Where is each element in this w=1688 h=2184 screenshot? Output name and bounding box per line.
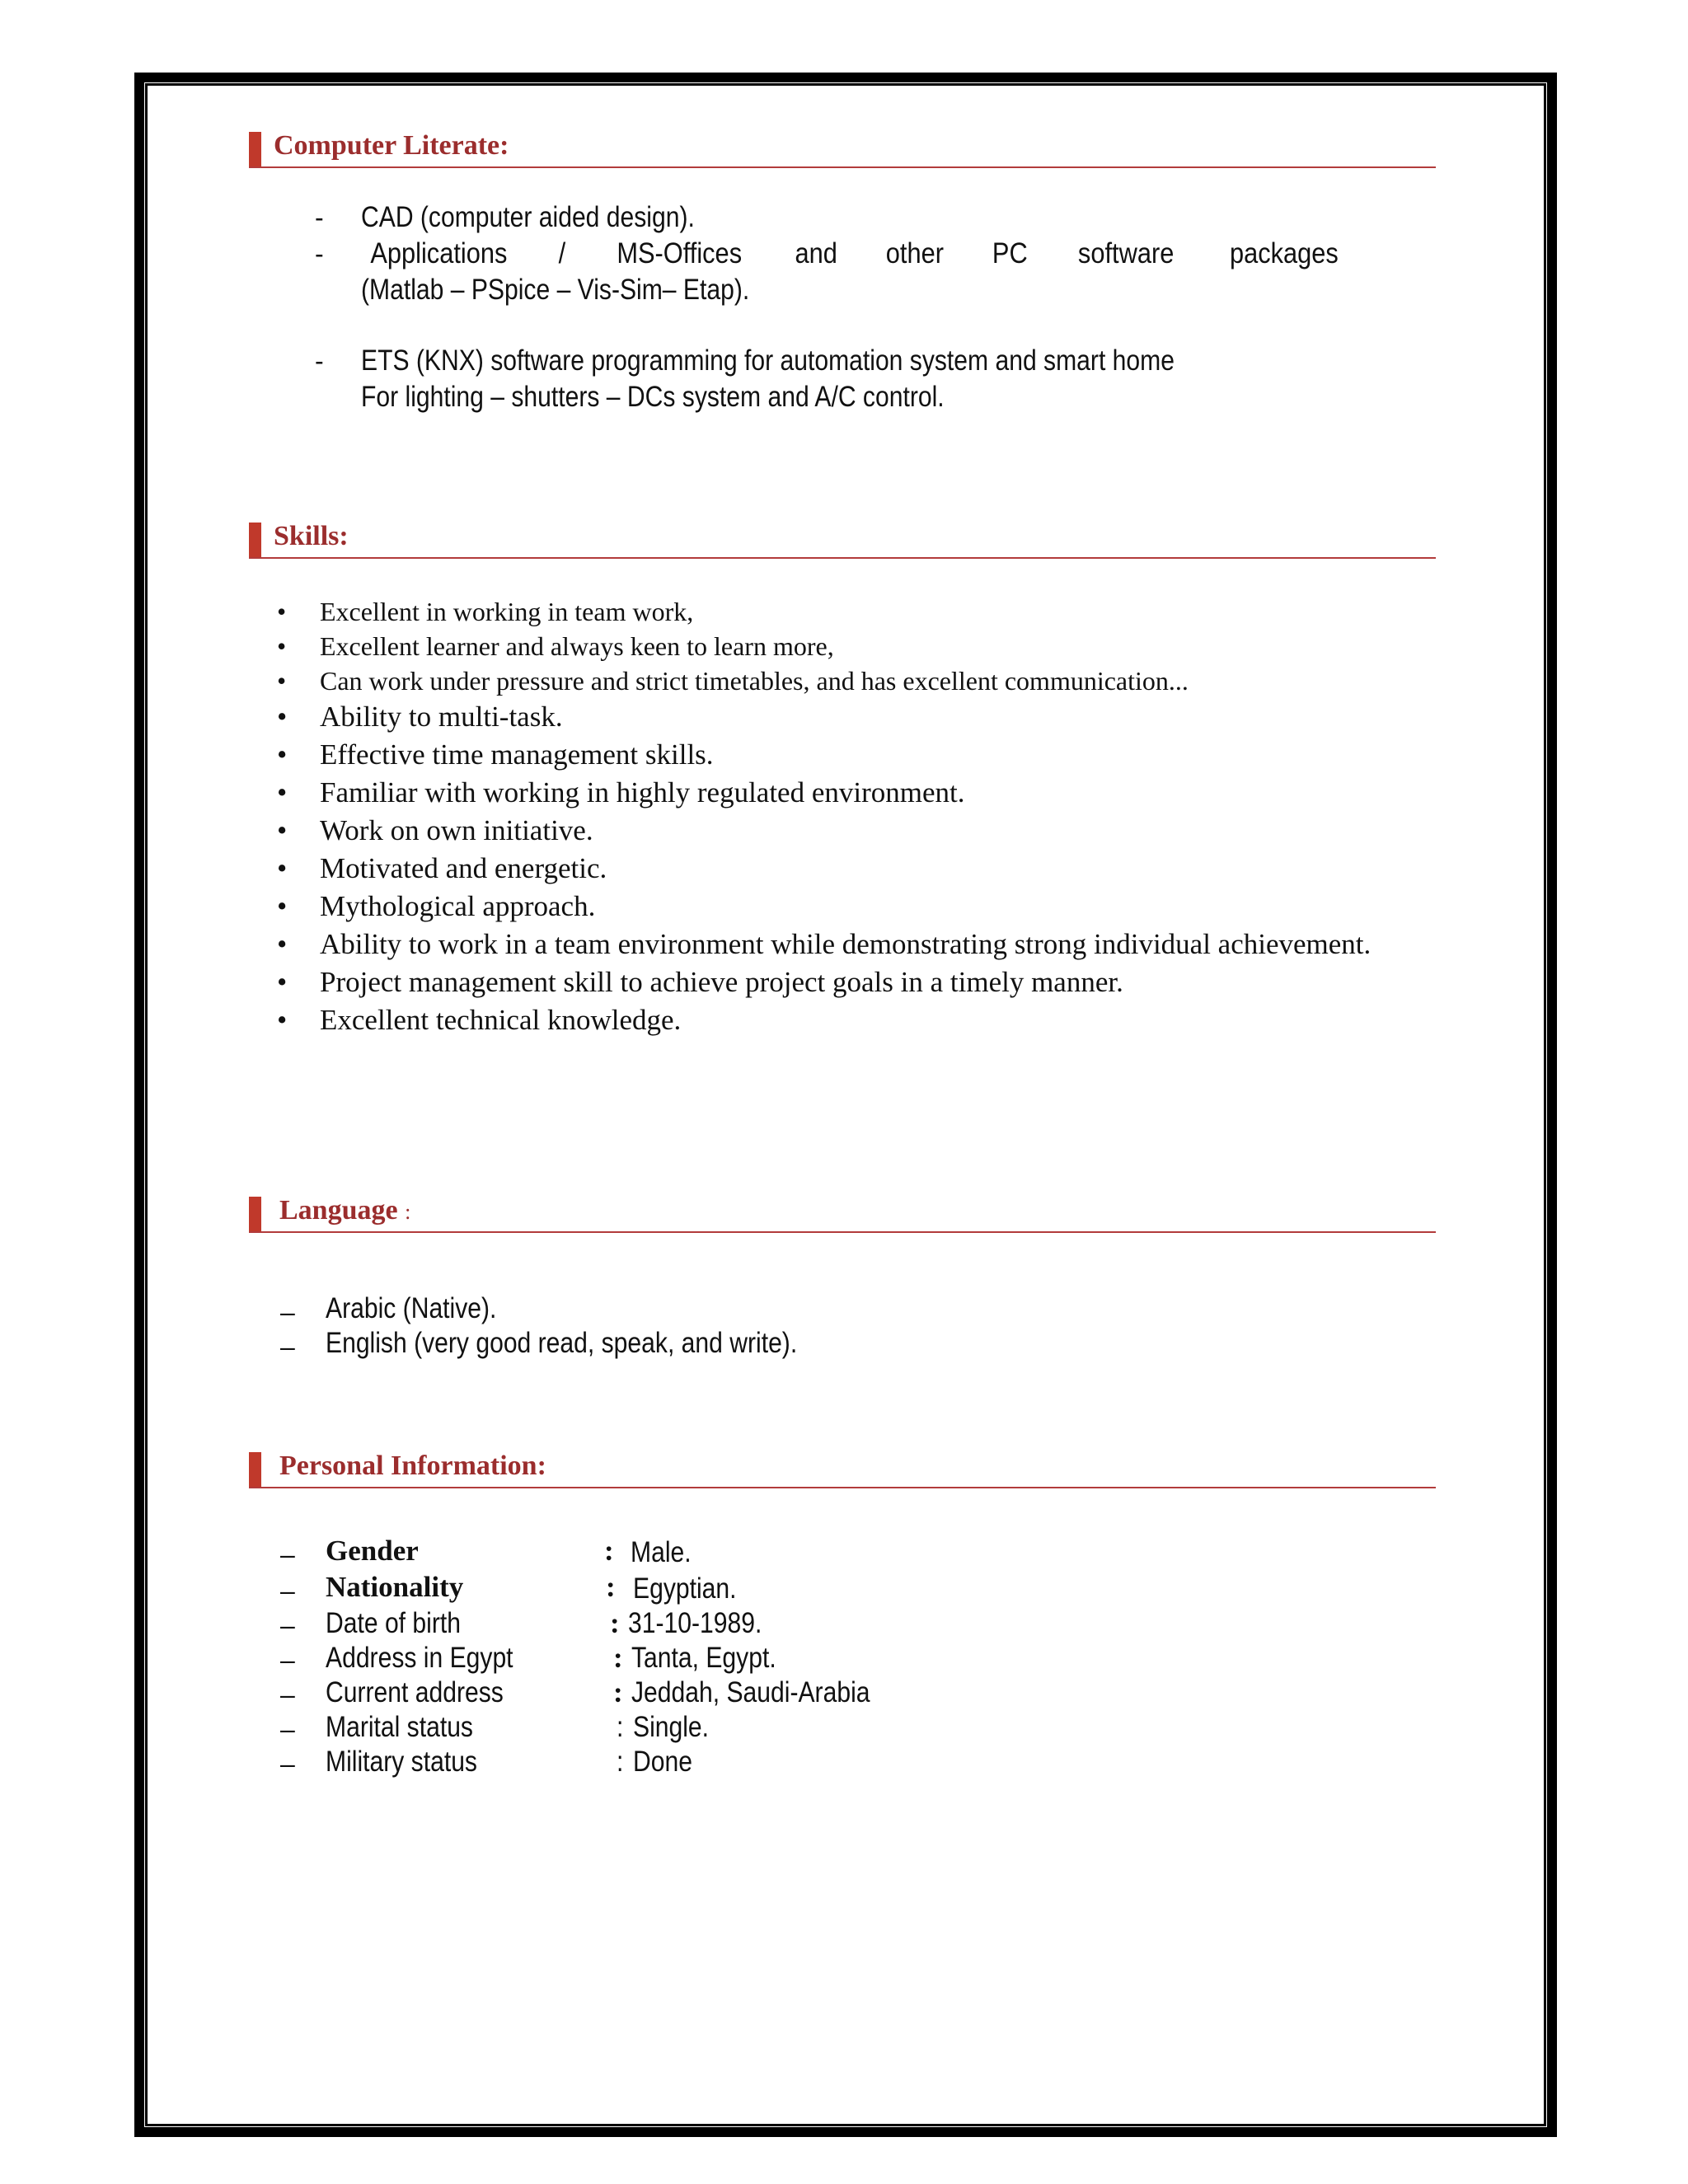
list-dash: – [280, 1540, 295, 1569]
word: Applications [370, 237, 508, 269]
list-dash: – [280, 1680, 295, 1709]
section-personal-information [249, 1451, 1436, 1488]
personal-colon: : [613, 1676, 623, 1708]
list-item-justified [361, 237, 1346, 270]
word: / [559, 237, 566, 269]
personal-value: Single. [633, 1711, 710, 1743]
personal-colon: : [617, 1746, 624, 1778]
word: MS-Offices [617, 237, 743, 269]
personal-label: Gender [326, 1535, 419, 1567]
section-title: Language : [279, 1195, 411, 1226]
personal-label: Marital status [326, 1711, 473, 1743]
personal-colon: : [613, 1642, 623, 1674]
section-computer-literate [249, 130, 1436, 168]
personal-label: Date of birth [326, 1607, 461, 1639]
list-item: ETS (KNX) software programming for automation system and smart home [361, 344, 1175, 377]
section-title: Computer Literate: [274, 130, 509, 161]
list-dash: - [315, 203, 324, 232]
heading-accent-bar [249, 1197, 261, 1231]
language-item: Arabic (Native). [326, 1292, 497, 1324]
list-dash: – [280, 1576, 295, 1605]
personal-label: Address in Egypt [326, 1642, 513, 1674]
word: packages [1230, 237, 1339, 269]
list-item-continuation: (Matlab – PSpice – Vis-Sim– Etap). [361, 274, 750, 306]
personal-value: Egyptian. [633, 1572, 737, 1605]
personal-value: Done [633, 1746, 692, 1778]
list-dash: – [280, 1332, 295, 1361]
personal-value: Male. [631, 1536, 692, 1568]
section-title: Skills: [274, 521, 349, 551]
section-language [249, 1195, 1436, 1233]
personal-value: Tanta, Egypt. [631, 1642, 776, 1674]
personal-value: Jeddah, Saudi-Arabia [631, 1676, 870, 1708]
word: software [1078, 237, 1175, 269]
personal-colon: : [610, 1607, 620, 1639]
language-item: English (very good read, speak, and write). [326, 1327, 798, 1359]
personal-value: 31-10-1989. [628, 1607, 762, 1639]
heading-accent-bar [249, 132, 261, 166]
personal-colon: : [617, 1711, 624, 1743]
personal-colon: : [604, 1535, 614, 1567]
list-dash: – [280, 1297, 295, 1327]
section-skills [249, 521, 1436, 559]
word: other [886, 237, 945, 269]
list-dash: - [315, 239, 324, 269]
list-dash: - [315, 346, 324, 376]
list-item: CAD (computer aided design). [361, 201, 695, 233]
heading-accent-bar [249, 1452, 261, 1487]
list-dash: – [280, 1749, 295, 1779]
personal-colon: : [606, 1571, 616, 1603]
list-dash: – [280, 1645, 295, 1675]
section-title: Personal Information: [279, 1451, 546, 1481]
personal-label: Military status [326, 1746, 477, 1778]
list-item-continuation: For lighting – shutters – DCs system and A/C control. [361, 381, 945, 413]
word: and [795, 237, 838, 269]
personal-label: Nationality [326, 1571, 464, 1603]
heading-accent-bar [249, 523, 261, 557]
list-dash: – [280, 1714, 295, 1744]
word: PC [992, 237, 1028, 269]
list-dash: – [280, 1610, 295, 1640]
personal-label: Current address [326, 1676, 504, 1708]
